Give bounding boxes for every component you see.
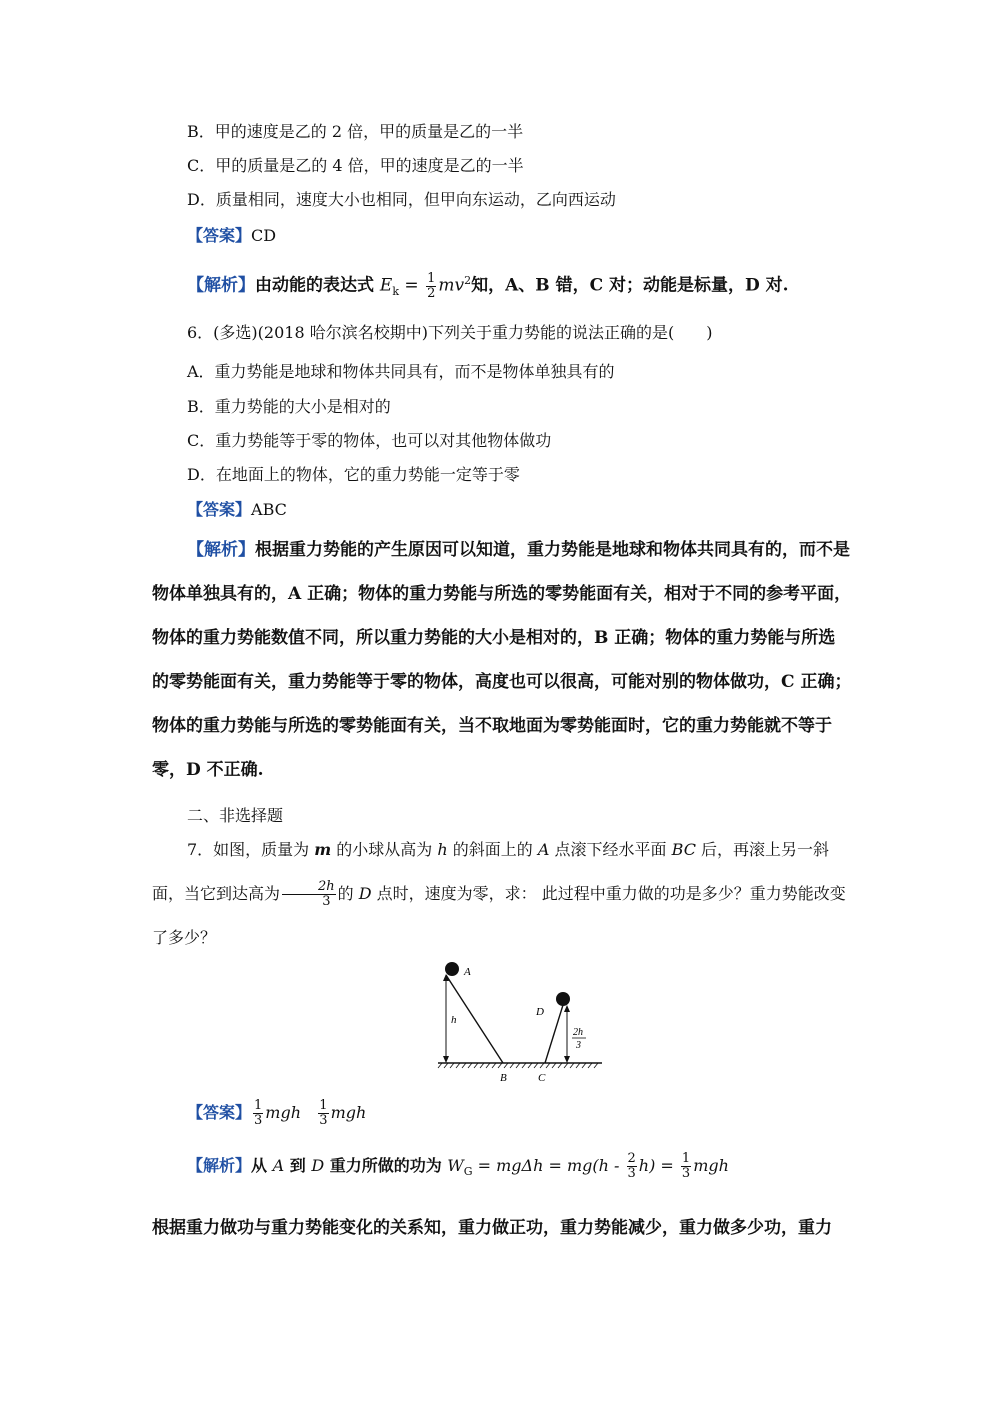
fraction-den: 3 <box>322 894 331 909</box>
q6-option-a: A．重力势能是地球和物体共同具有，而不是物体单独具有的 <box>187 362 615 381</box>
q5-option-c: C．甲的质量是乙的 4 倍，甲的速度是乙的一半 <box>187 156 524 175</box>
var-d: D <box>311 1156 325 1175</box>
stem-fraction <box>282 880 336 909</box>
analysis-text-post: 知，A、B 错，C 对；动能是标量，D 对. <box>471 275 789 296</box>
q5-option-b: B．甲的速度是乙的 2 倍，甲的质量是乙的一半 <box>187 122 524 141</box>
fraction-num: 2 <box>627 1151 636 1166</box>
q6-option-c: C．重力势能等于零的物体，也可以对其他物体做功 <box>187 431 552 450</box>
label-h: h <box>451 1014 457 1026</box>
fraction-den: 3 <box>319 1113 328 1128</box>
var-m: m <box>314 840 332 859</box>
stem-text: 7．如图，质量为 <box>187 840 315 859</box>
stem-text: 后，再滚上另一斜面，当它到达高为 <box>152 840 830 903</box>
formula-eq: = <box>399 275 425 296</box>
q6-stem: 6．(多选)(2018 哈尔滨名校期中)下列关于重力势能的说法正确的是( ) <box>187 323 713 342</box>
q6-option-d: D．在地面上的物体，它的重力势能一定等于零 <box>187 465 520 484</box>
formula-mv: mv <box>438 275 465 296</box>
incline-figure <box>430 955 610 1085</box>
q6-analysis <box>152 528 852 792</box>
arrow-down-icon <box>443 1056 449 1063</box>
q5-option-d: D．质量相同，速度大小也相同，但甲向东运动，乙向西运动 <box>187 190 616 209</box>
ground-hatching <box>438 1063 598 1068</box>
var-w: W <box>447 1156 464 1175</box>
fraction-num: 1 <box>427 270 436 286</box>
answer-fraction <box>318 1099 328 1128</box>
fraction-den: 3 <box>254 1113 263 1128</box>
var-a: A <box>537 840 550 859</box>
label-a: A <box>464 966 471 978</box>
label-d: D <box>536 1006 544 1018</box>
var-a: A <box>272 1156 285 1175</box>
arrow-up-icon <box>564 1005 570 1012</box>
fraction-num: 2h <box>282 880 336 895</box>
stem-text: 点时，速度为零，求： 此过程中重力做的功是多少？重力势能改变了多少？ <box>152 884 846 947</box>
arrow-down-icon <box>564 1056 570 1063</box>
formula-text: = mgΔh = mg(h - <box>472 1156 625 1175</box>
label-c: C <box>538 1072 546 1084</box>
var-bc: BC <box>671 840 696 859</box>
fraction-den: 3 <box>627 1166 636 1181</box>
answer-fraction <box>253 1099 263 1128</box>
analysis-text: 由动能的表达式 <box>255 275 380 296</box>
fraction-num: 1 <box>319 1098 328 1113</box>
analysis-tag: 【解析】 <box>187 275 255 296</box>
analysis-text: 到 <box>284 1156 312 1175</box>
formula-sub: k <box>392 285 400 299</box>
answer-mgh: mgh <box>265 1103 302 1122</box>
answer-value: CD <box>251 226 277 245</box>
fraction-num: 1 <box>254 1098 263 1113</box>
formula-fraction <box>426 272 436 301</box>
ball-d <box>556 992 570 1006</box>
q6-answer <box>187 500 287 520</box>
section-heading: 二、非选择题 <box>187 806 284 825</box>
analysis-text: 根据重力势能的产生原因可以知道，重力势能是地球和物体共同具有的，而不是物体单独具有的，A 正确；物体的重力势能与所选的零势能面有关，相对于不同的参考平面，物体的重力势能数值不同，所以重力势能的大小是相对的，B 正确；物体的重力势能与所选的零势能面有关，重力势能等于零的物体，高度也可以很高，可能对别的物体做功，C 正确；物体的重力势能与所选的零势能面有关，当不取地面为零势能面时，它的重力势能就不等于零，D 不正确. <box>152 540 852 780</box>
analysis-tag: 【解析】 <box>187 540 255 560</box>
q5-answer <box>187 226 276 246</box>
q6-option-b: B．重力势能的大小是相对的 <box>187 397 391 416</box>
formula-fraction <box>627 1152 637 1181</box>
fraction-num: 1 <box>681 1151 691 1166</box>
analysis-text: 从 <box>251 1156 273 1175</box>
fraction-den: 3 <box>681 1166 691 1181</box>
label-b: B <box>500 1072 507 1084</box>
answer-value: ABC <box>251 500 287 519</box>
var-d: D <box>358 884 372 903</box>
stem-text: 点滚下经水平面 <box>549 840 672 859</box>
right-incline <box>545 1005 563 1063</box>
label-2h: 2h <box>573 1027 583 1038</box>
stem-text: 的 <box>337 884 359 903</box>
q5-analysis <box>187 262 789 311</box>
stem-text: 的小球从高为 <box>331 840 438 859</box>
label-3: 3 <box>576 1040 581 1051</box>
q7-conclusion: 根据重力做功与重力势能变化的关系知，重力做正功，重力势能减少，重力做多少功，重力 <box>152 1218 832 1238</box>
formula-fraction <box>681 1152 691 1181</box>
q7-stem <box>152 828 852 960</box>
answer-mgh: mgh <box>330 1103 367 1122</box>
fraction-den: 2 <box>427 285 436 301</box>
answer-tag: 【答案】 <box>187 1103 252 1122</box>
formula-text: h) = <box>638 1156 679 1175</box>
answer-tag: 【答案】 <box>187 500 252 519</box>
var-h: h <box>437 840 448 859</box>
analysis-text: 重力所做的功为 <box>324 1156 448 1175</box>
analysis-tag: 【解析】 <box>187 1156 252 1175</box>
q7-analysis <box>187 1150 729 1188</box>
stem-text: 的斜面上的 <box>447 840 538 859</box>
q7-answer <box>187 1098 366 1128</box>
answer-tag: 【答案】 <box>187 226 252 245</box>
formula-text: mgh <box>693 1156 729 1175</box>
formula-exp: 2 <box>464 274 472 287</box>
var-w-sub: G <box>463 1165 473 1179</box>
formula-e: E <box>379 275 393 296</box>
ball-a <box>445 962 459 976</box>
